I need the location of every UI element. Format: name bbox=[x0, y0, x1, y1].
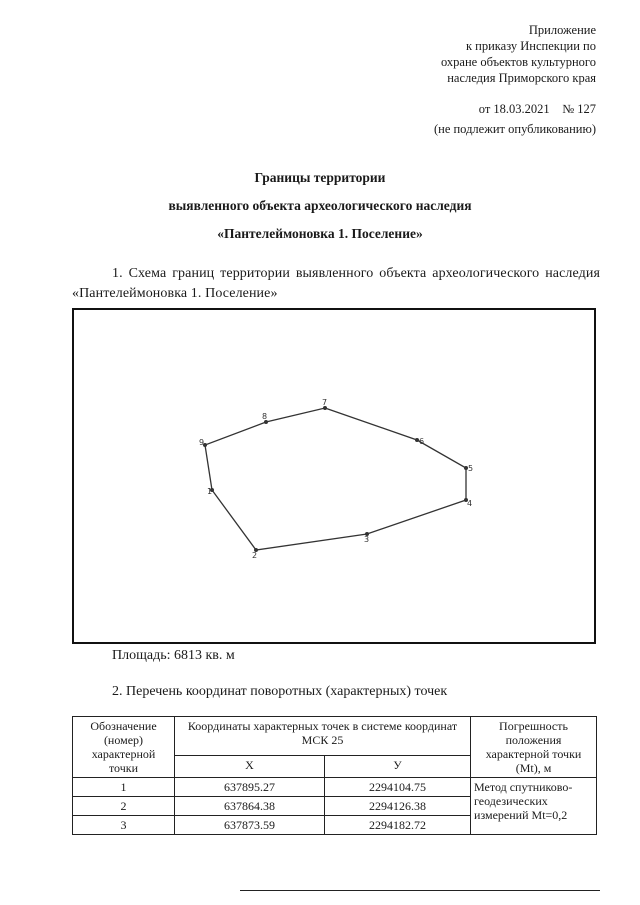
document-title-line-2: выявленного объекта археологического наследия bbox=[168, 198, 472, 213]
cell-method: Метод спутниково-геодезических измерений Mt=0,2 bbox=[471, 778, 597, 835]
point-label-4: 4 bbox=[467, 499, 473, 508]
cell-point-number: 1 bbox=[73, 778, 175, 797]
point-label-6: 6 bbox=[419, 437, 425, 446]
table-row bbox=[73, 778, 597, 797]
cell-point-number: 3 bbox=[73, 816, 175, 835]
section-1-heading: 1. Схема границ территории выявленного объекта археологического наследия «Пантелеймоновка 1. Поселение» bbox=[72, 266, 600, 301]
order-date-number bbox=[479, 102, 596, 117]
cell-point-number: 2 bbox=[73, 797, 175, 816]
point-label-1: 1 bbox=[207, 487, 213, 496]
appendix-block bbox=[336, 22, 596, 86]
header-point-id: Обозначение (номер) характерной точки bbox=[73, 717, 175, 778]
order-number: № 127 bbox=[562, 102, 596, 116]
bottom-divider bbox=[240, 890, 600, 891]
table-header-row bbox=[73, 717, 597, 756]
point-label-9: 9 bbox=[199, 438, 205, 447]
boundary-scheme-drawing bbox=[74, 310, 594, 642]
cell-x: 637864.38 bbox=[175, 797, 325, 816]
appendix-line-3: охране объектов культурного bbox=[440, 55, 596, 69]
boundary-polygon bbox=[205, 408, 466, 550]
document-title-line-1: Границы территории bbox=[254, 170, 386, 185]
cell-y: 2294126.38 bbox=[325, 797, 471, 816]
cell-y: 2294104.75 bbox=[325, 778, 471, 797]
point-label-3: 3 bbox=[364, 535, 370, 544]
appendix-line-1: Приложение bbox=[528, 23, 596, 37]
area-text: Площадь: 6813 кв. м bbox=[112, 648, 235, 663]
appendix-line-2: к приказу Инспекции по bbox=[465, 39, 596, 53]
header-error: Погрешность положения характерной точки (Mt), м bbox=[471, 717, 597, 778]
header-x: Х bbox=[175, 755, 325, 777]
section-2-heading: 2. Перечень координат поворотных (характерных) точек bbox=[112, 684, 448, 699]
point-label-5: 5 bbox=[468, 464, 474, 473]
publication-note: (не подлежит опубликованию) bbox=[433, 122, 596, 136]
point-label-2: 2 bbox=[252, 551, 258, 560]
appendix-line-4: наследия Приморского края bbox=[447, 71, 596, 85]
header-y: У bbox=[325, 755, 471, 777]
order-date: от 18.03.2021 bbox=[478, 102, 550, 116]
cell-x: 637873.59 bbox=[175, 816, 325, 835]
cell-y: 2294182.72 bbox=[325, 816, 471, 835]
boundary-scheme bbox=[72, 308, 596, 644]
boundary-vertices bbox=[203, 406, 468, 552]
point-label-7: 7 bbox=[322, 398, 328, 407]
point-label-8: 8 bbox=[262, 412, 268, 421]
document-title-line-3: «Пантелеймоновка 1. Поселение» bbox=[217, 226, 423, 241]
header-coordinates: Координаты характерных точек в системе координат МСК 25 bbox=[175, 717, 471, 756]
coordinates-table bbox=[72, 716, 597, 835]
cell-x: 637895.27 bbox=[175, 778, 325, 797]
